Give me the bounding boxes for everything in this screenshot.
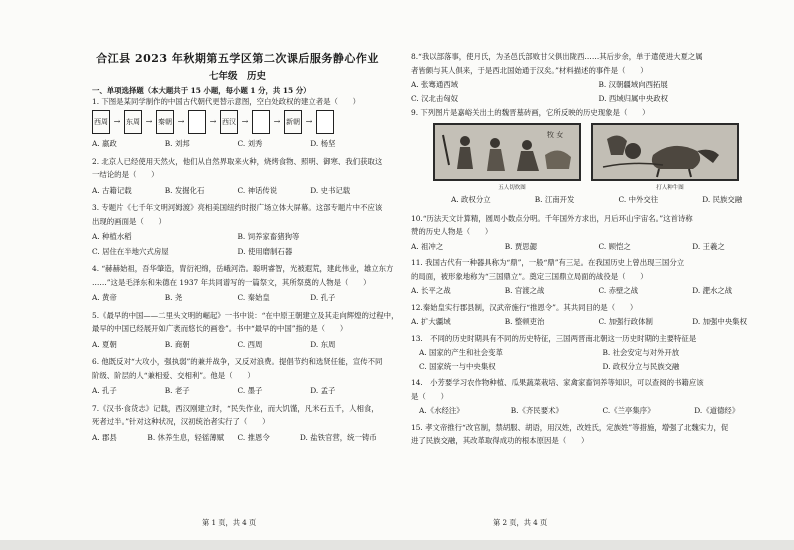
option-d[interactable]: D. 西域归属中央政权 — [598, 93, 668, 103]
brick-painting-left — [433, 123, 581, 181]
option-a[interactable]: A. 种植水稻 — [92, 232, 132, 241]
option-a[interactable]: A. 政权分立 — [451, 195, 491, 204]
option-d[interactable]: D. 民族交融 — [702, 195, 743, 204]
option-c[interactable]: C. 墨子 — [237, 386, 263, 395]
question-13 — [411, 334, 786, 373]
question-stem: 5.《最早的中国——二里头文明的崛起》一书中说：“在中原王朝建立及其走向辉煌的过程中， — [92, 310, 399, 320]
question-stem: 出现的画面是（ ） — [92, 216, 166, 226]
option-a[interactable]: A. 嬴政 — [92, 139, 117, 148]
question-stem: 者皆颇与其人俱来，于是西北国始通于汉矣。”材料描述的事件是（ ） — [411, 65, 648, 75]
option-d[interactable]: D. 加强中央集权 — [692, 317, 747, 326]
answer-options — [92, 247, 383, 258]
option-d[interactable]: D. 孟子 — [310, 386, 336, 395]
option-a[interactable]: A. 黄帝 — [92, 293, 117, 302]
option-d[interactable]: D. 盐铁官营，统一铸币 — [299, 432, 377, 442]
question-15 — [411, 423, 786, 447]
question-14 — [411, 378, 786, 417]
answer-options — [411, 317, 786, 328]
flow-box-7: 新朝 — [284, 110, 302, 134]
answer-options — [92, 139, 383, 150]
arrow-right-icon: → — [177, 116, 185, 126]
scan-bottom-edge — [0, 540, 794, 550]
question-stem: 15. 孝文帝推行“改官制，禁胡服、胡语，用汉姓，改姓氏，定族姓”等措施，增强了北魏实力，促 — [411, 422, 729, 432]
page-2 — [397, 0, 794, 550]
question-stem: 是（ ） — [411, 391, 448, 401]
answer-options — [92, 386, 383, 397]
option-b[interactable]: B. 江南开发 — [534, 195, 575, 204]
option-c[interactable]: C.《兰亭集序》 — [602, 406, 655, 415]
option-b[interactable]: B.《齐民要术》 — [510, 406, 563, 415]
option-a[interactable]: A. 长平之战 — [411, 286, 451, 295]
option-a[interactable]: A. 古籍记载 — [92, 185, 132, 195]
question-stem: 最早的中国已经展开如广袤而悠长的画卷”。书中“最早的中国”指的是（ ） — [92, 324, 348, 333]
option-b[interactable]: B. 尧 — [164, 293, 183, 302]
question-stem: 死者过半。”针对这种状况，汉初统治者实行了（ ） — [92, 417, 270, 426]
option-d[interactable]: D.《道德经》 — [694, 406, 740, 415]
question-stem: 14. 小芳要学习农作物种植、瓜果蔬菜栽培、家禽家畜饲养等知识，可以查阅的书籍应该 — [411, 378, 704, 387]
answer-options — [92, 433, 383, 444]
answer-options — [411, 80, 786, 91]
question-stem: 12.秦始皇实行郡县制，汉武帝施行“推恩令”。其共同目的是（ ） — [411, 302, 638, 312]
option-a[interactable]: A. 祖冲之 — [411, 241, 444, 251]
option-b[interactable]: B. 官渡之战 — [504, 286, 545, 295]
answer-options — [411, 195, 786, 206]
option-b[interactable]: B. 休养生息，轻徭薄赋 — [147, 432, 225, 442]
page-footer: 第 1 页，共 4 页 — [202, 518, 257, 527]
option-a[interactable]: A. 孔子 — [92, 386, 117, 395]
question-stem: 10.“历法天文计算精，圆周小数点分明。千年国外方求出，月后环山宇宙名。”这首诗称 — [411, 213, 693, 223]
question-stem: 一结论的是（ ） — [92, 170, 159, 179]
answer-options — [411, 94, 786, 105]
section-heading: 一、单项选择题（本大题共于 15 小题，每小题 1 分，共 15 分） — [92, 86, 311, 95]
option-b[interactable]: B. 发掘化石 — [164, 185, 205, 195]
option-c[interactable]: C. 加强行政体制 — [598, 317, 653, 326]
question-7 — [92, 404, 383, 444]
question-stem: 7.《汉书·食货志》记载，西汉刚建立时，“民失作业，而大饥馑，凡米石五千，人相食， — [92, 403, 379, 413]
question-2 — [92, 157, 383, 197]
brick-painting-right — [591, 123, 739, 181]
question-stem: 赞的历史人物是（ ） — [411, 227, 493, 236]
tomb-brick-paintings — [433, 123, 786, 181]
question-stem: 的局面，被形象地称为“三国鼎立”。奠定三国鼎立局面的战役是（ ） — [411, 271, 648, 281]
exam-title: 合江县 2023 年秋期第五学区第二次课后服务静心作业 — [96, 52, 379, 65]
option-b[interactable]: B. 贾思勰 — [504, 241, 538, 251]
answer-options — [411, 406, 786, 417]
question-stem: 1. 下图是某同学制作的中国古代朝代更替示意图，空白处政权的建立者是（ ） — [92, 96, 361, 106]
answer-options — [411, 242, 786, 253]
option-c[interactable]: C. 汉北击匈奴 — [411, 93, 459, 103]
option-b[interactable]: B. 整顿吏治 — [504, 317, 545, 326]
option-a[interactable]: A. 张骞通西域 — [411, 80, 458, 89]
flow-box-blank — [316, 110, 334, 134]
question-3 — [92, 203, 383, 257]
caption-right: 打人种牛图 — [656, 184, 684, 191]
option-d[interactable]: D. 史书记载 — [310, 185, 351, 195]
option-d[interactable]: D. 淝水之战 — [692, 286, 733, 295]
arrow-right-icon: → — [113, 116, 121, 126]
option-c[interactable]: C. 顾恺之 — [598, 241, 631, 251]
option-b[interactable]: B. 饲养家畜猪狗等 — [237, 232, 300, 241]
question-11 — [411, 258, 786, 297]
option-a[interactable]: A. 郡县 — [92, 432, 117, 442]
question-8 — [411, 52, 786, 104]
question-4 — [92, 264, 394, 304]
arrow-right-icon: → — [145, 116, 153, 126]
option-c[interactable]: C. 神话传说 — [237, 185, 278, 195]
arrow-right-icon: → — [209, 116, 217, 126]
question-12 — [411, 303, 786, 328]
svg-text:牧 女: 牧 女 — [547, 130, 564, 139]
option-c[interactable]: C. 居住在半地穴式房屋 — [92, 246, 169, 256]
page-footer: 第 2 页，共 4 页 — [493, 518, 548, 527]
option-d[interactable]: D. 王羲之 — [692, 241, 725, 251]
question-10 — [411, 214, 786, 253]
option-c[interactable]: C. 刘秀 — [237, 139, 263, 148]
option-c[interactable]: C. 中外交往 — [618, 195, 659, 204]
question-stem: 阶级、阶层的人“兼相爱、交相利”。他是（ ） — [92, 370, 255, 380]
option-d[interactable]: D. 杨坚 — [310, 139, 336, 148]
option-b[interactable]: B. 社会安定与对外开放 — [602, 348, 680, 357]
painting-figures-illustration — [435, 125, 579, 179]
arrow-right-icon: → — [273, 116, 281, 126]
answer-options — [411, 362, 786, 373]
arrow-right-icon: → — [241, 116, 249, 126]
question-9 — [411, 108, 786, 206]
painting-ox-plowing-illustration — [593, 125, 737, 179]
option-a[interactable]: A. 夏朝 — [92, 339, 117, 349]
answer-options — [92, 232, 383, 243]
question-stem: 6. 他既反对“大攻小，强执弱”的兼并战争，又反对浪费。提倡节约和选贤任能，宣传不同 — [92, 357, 383, 366]
question-stem: 13. 不同的历史时期具有不同的历史特征，三国两晋南北朝这一历史时期的主要特征是 — [411, 333, 697, 343]
option-c[interactable]: C. 西周 — [237, 339, 263, 349]
flow-box-1: 西周 — [92, 110, 110, 134]
flow-box-2: 东周 — [124, 110, 142, 134]
flow-box-blank — [252, 110, 270, 134]
answer-options — [92, 186, 383, 197]
question-1 — [92, 97, 383, 150]
arrow-right-icon: → — [305, 116, 313, 126]
question-stem: 3. 专题片《七千年文明河姆渡》亮相美国纽约时报广场立体大屏幕。这部专题片中不应该 — [92, 203, 383, 212]
caption-left: 五人切炊图 — [498, 184, 526, 191]
question-5 — [92, 310, 399, 351]
option-c[interactable]: C. 秦始皇 — [237, 293, 270, 302]
option-b[interactable]: B. 刘邦 — [164, 139, 190, 148]
question-stem: ……”这是毛泽东和朱德在 1937 年共同谱写的一篇祭文，其所祭奠的人物是（ ） — [92, 277, 371, 287]
dynasty-flow-diagram — [92, 110, 383, 134]
question-stem: 进了民族交融，其改革取得成功的根本原因是（ ） — [411, 436, 589, 445]
option-d[interactable]: D. 孔子 — [310, 293, 336, 302]
answer-options — [92, 293, 383, 304]
question-stem: 4. “赫赫始祖，吾华肇造，胄衍祀绵，岳峨河浩。聪明睿智，光被遐荒，建此伟业，雄立东方 — [92, 264, 394, 273]
question-6 — [92, 357, 383, 397]
question-stem: 8.“我以部落事，使月氏，为圣邑氏部败甘父俱出陇西……其后步余，单于遣使进大夏之属 — [411, 52, 703, 61]
flow-box-5: 西汉 — [220, 110, 238, 134]
option-d[interactable]: D. 东周 — [310, 339, 336, 349]
exam-subtitle: 七年级 历史 — [208, 70, 266, 82]
question-stem: 2. 北京人已经使用天然火，他们从自然界取来火种，烧烤食物、照明、御寒、我们获取这 — [92, 156, 383, 166]
option-a[interactable]: A.《水经注》 — [419, 406, 464, 415]
option-b[interactable]: B. 汉朝疆域向西拓展 — [598, 80, 668, 89]
flow-box-3: 秦朝 — [156, 110, 174, 134]
answer-options — [411, 286, 786, 297]
option-d[interactable]: D. 政权分立与民族交融 — [602, 361, 680, 371]
option-c[interactable]: C. 赤壁之战 — [598, 286, 639, 295]
answer-options — [92, 340, 383, 351]
flow-box-blank — [188, 110, 206, 134]
painting-captions — [433, 183, 786, 194]
option-c[interactable]: C. 推恩令 — [237, 432, 270, 442]
option-b[interactable]: B. 商朝 — [164, 339, 190, 349]
question-stem: 9. 下列图片是嘉峪关出土的魏晋墓砖画，它所反映的历史现象是（ ） — [411, 108, 650, 117]
option-a[interactable]: A. 国家的产生和社会变革 — [419, 348, 503, 357]
option-c[interactable]: C. 国家统一与中央集权 — [419, 361, 496, 371]
question-stem: 11. 我国古代有一种器具称为“鼎”，一般“鼎”有三足。在我国历史上曾出现三国分立 — [411, 258, 685, 267]
option-d[interactable]: D. 使用磨制石器 — [237, 246, 293, 256]
option-b[interactable]: B. 老子 — [164, 386, 190, 395]
answer-options — [411, 348, 786, 359]
option-a[interactable]: A. 扩大疆域 — [411, 317, 451, 326]
